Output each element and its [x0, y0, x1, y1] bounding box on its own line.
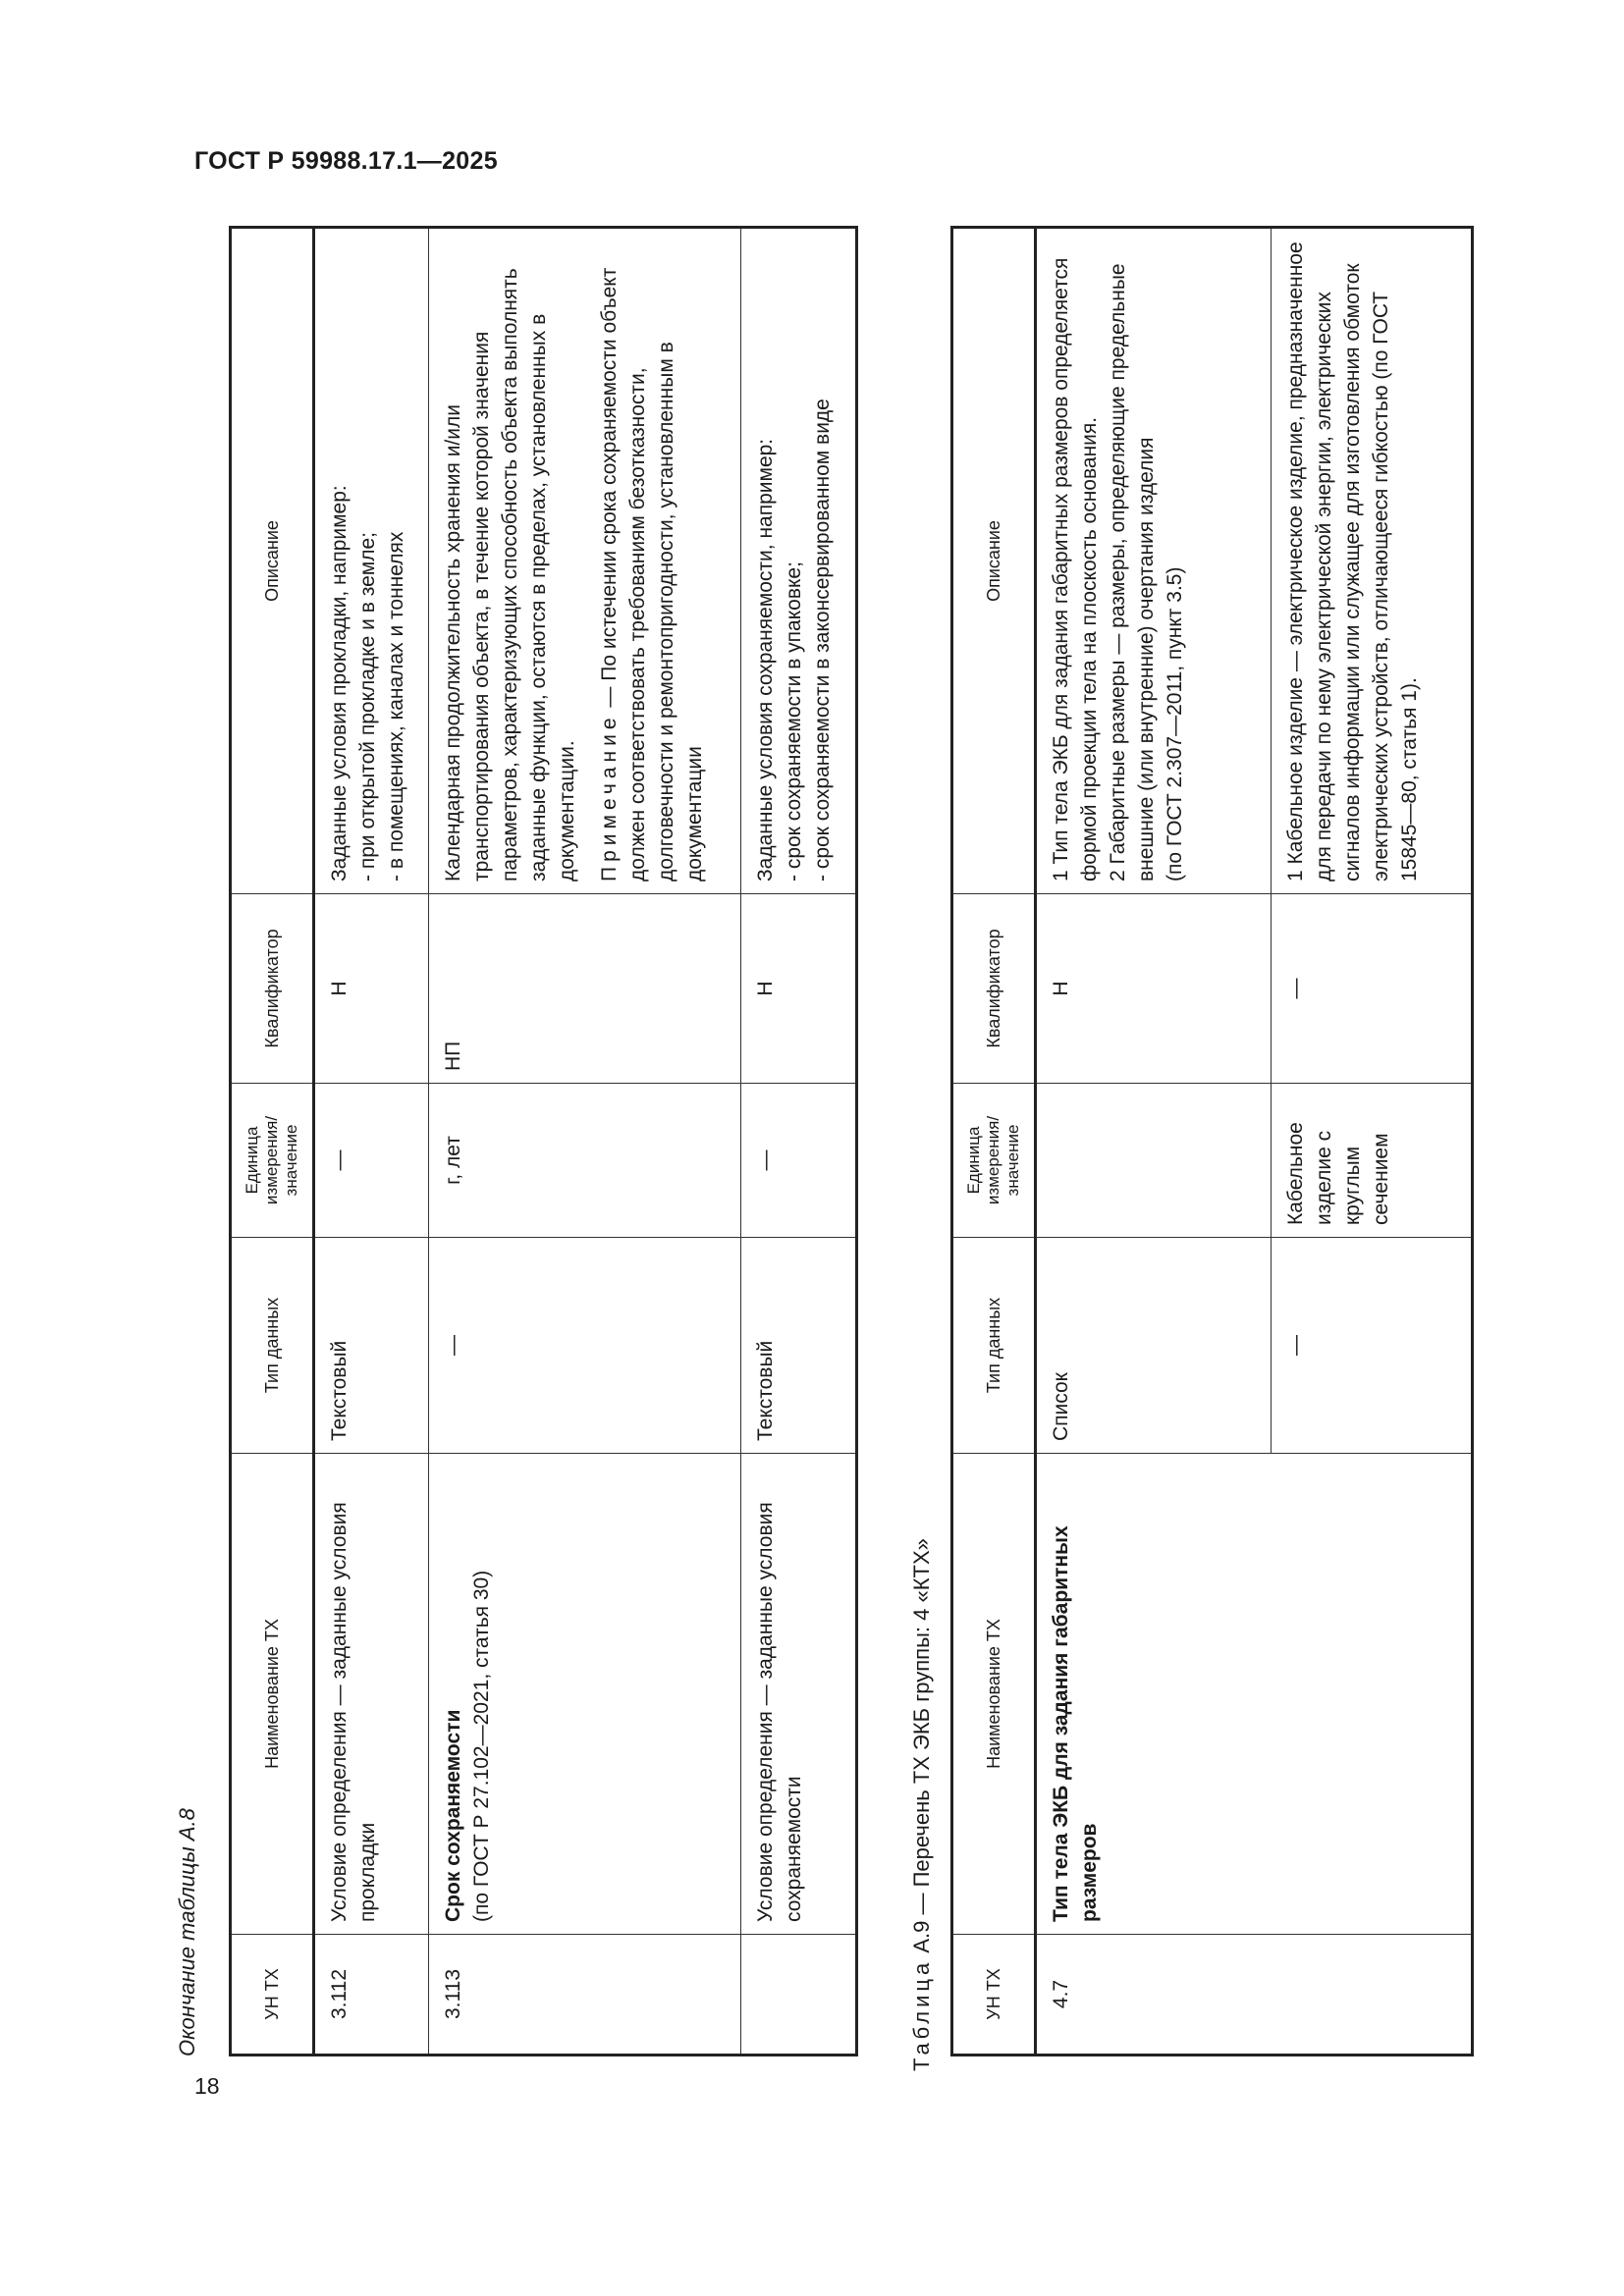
- col-header-description: Описание: [231, 228, 314, 894]
- row-description: 1 Кабельное изделие — электрическое изделие, предназначенное для передачи по нему электрической энергии, электрических сигналов информации или служащее для изготовления обмоток электрических устройств, отличающееся гибкостью (по ГОСТ 15845—80, статья 1).: [1272, 228, 1473, 894]
- table-row: [1036, 228, 1272, 2056]
- row-name-reference: (по ГОСТ Р 27.102—2021, статья 30): [470, 1570, 493, 1922]
- table-a9: [950, 226, 1474, 2056]
- row-id: 3.112: [314, 1935, 429, 2056]
- description-item: - срок сохраняемости в упаковке;: [783, 561, 805, 881]
- row-unit: [1036, 1084, 1272, 1238]
- row-unit: —: [314, 1084, 429, 1238]
- row-description: [741, 228, 857, 894]
- table-row: [429, 228, 741, 2056]
- row-qualifier: Н: [1036, 894, 1272, 1084]
- document-header: ГОСТ Р 59988.17.1—2025: [194, 147, 498, 175]
- rotated-content: [175, 216, 1520, 2071]
- row-qualifier: —: [1272, 894, 1473, 1084]
- row-unit: —: [741, 1084, 857, 1238]
- description-line: (по ГОСТ 2.307—2011, пункт 3.5): [1164, 566, 1186, 881]
- row-type: Текстовый: [314, 1238, 429, 1454]
- row-name: Условие определения — заданные условия прокладки: [314, 1454, 429, 1935]
- col-header-type: Тип данных: [952, 1238, 1036, 1454]
- row-description: [1036, 228, 1272, 894]
- col-header-unit: Единица измерения/ значение: [952, 1084, 1036, 1238]
- col-header-id: УН ТХ: [952, 1935, 1036, 2056]
- col-header-name: Наименование ТХ: [231, 1454, 314, 1935]
- description-item: - в помещениях, каналах и тоннелях: [385, 531, 407, 881]
- description-intro: Заданные условия сохраняемости, например:: [754, 438, 777, 881]
- note-label: Примечание: [598, 713, 621, 881]
- row-type: —: [429, 1238, 741, 1454]
- table-a9-caption: [909, 1538, 935, 2071]
- description-note: [595, 240, 709, 881]
- table-a8: [229, 226, 858, 2056]
- row-id: 3.113: [429, 1935, 741, 2056]
- page-number: 18: [194, 2073, 220, 2099]
- row-type: Текстовый: [741, 1238, 857, 1454]
- caption-text: А.9 — Перечень ТХ ЭКБ группы: 4 «КТХ»: [909, 1538, 934, 1959]
- description-item: - при открытой прокладке и в земле;: [356, 532, 379, 881]
- caption-label: Таблица: [909, 1958, 934, 2071]
- table-a8-caption: Окончание таблицы А.8: [175, 1808, 199, 2056]
- row-qualifier: Н: [741, 894, 857, 1084]
- description-line: 2 Габаритные размеры — размеры, определяющие предельные внешние (или внутренние) очертания изделия: [1107, 263, 1158, 881]
- row-description: [314, 228, 429, 894]
- col-header-unit: Единица измерения/ значение: [231, 1084, 314, 1238]
- row-id: [741, 1935, 857, 2056]
- note-text: — По истечении срока сохраняемости объект должен соответствовать требованиям безотказности, долговечности и ремонтопригодности, установленным в документации: [598, 267, 706, 881]
- col-header-qualifier: Квалификатор: [231, 894, 314, 1084]
- description-main: Календарная продолжительность хранения и/или транспортирования объекта, в течение которой значения параметров, характеризующих способность объекта выполнять заданные функции, остаются в пределах, установленных в документации.: [442, 268, 578, 881]
- table-row: [314, 228, 429, 2056]
- row-name-title: Срок сохраняемости: [442, 1709, 464, 1922]
- row-type: —: [1272, 1238, 1473, 1454]
- description-line: 1 Тип тела ЭКБ для задания габаритных размеров определяется формой проекции тела на плоскость основания.: [1050, 257, 1101, 881]
- description-intro: Заданные условия прокладки, например:: [328, 485, 351, 881]
- col-header-name: Наименование ТХ: [952, 1454, 1036, 1935]
- row-qualifier: НП: [429, 894, 741, 1084]
- col-header-id: УН ТХ: [231, 1935, 314, 2056]
- description-item: - срок сохраняемости в законсервированном виде: [811, 399, 834, 881]
- col-header-qualifier: Квалификатор: [952, 894, 1036, 1084]
- row-id: 4.7: [1036, 1935, 1473, 2056]
- row-qualifier: Н: [314, 894, 429, 1084]
- table-row: [741, 228, 857, 2056]
- row-name: [429, 1454, 741, 1935]
- row-name: Тип тела ЭКБ для задания габаритных размеров: [1036, 1454, 1473, 1935]
- col-header-type: Тип данных: [231, 1238, 314, 1454]
- row-unit: Кабельное изделие с круглым сечением: [1272, 1084, 1473, 1238]
- row-unit: г, лет: [429, 1084, 741, 1238]
- row-name: Условие определения — заданные условия сохраняемости: [741, 1454, 857, 1935]
- row-description: [429, 228, 741, 894]
- row-type: Список: [1036, 1238, 1272, 1454]
- table-a9-header-row: [952, 228, 1036, 2056]
- table-a8-header-row: [231, 228, 314, 2056]
- col-header-description: Описание: [952, 228, 1036, 894]
